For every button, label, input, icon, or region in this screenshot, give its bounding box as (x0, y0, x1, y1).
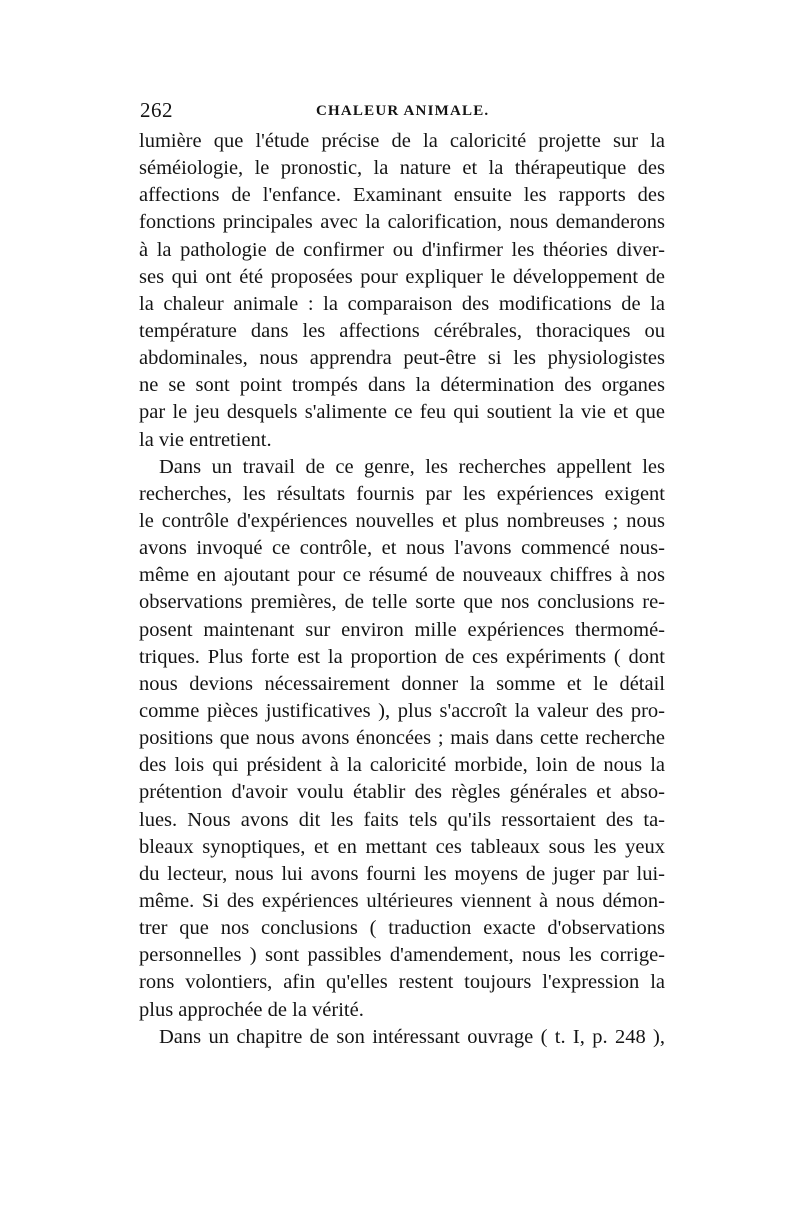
text-line: recherches, les résultats fournis par les expériences exigent (139, 482, 665, 505)
text-line: température dans les affections cérébrales, thoraciques ou (139, 319, 665, 342)
text-line: avons invoqué ce contrôle, et nous l'avons commencé nous- (139, 537, 665, 560)
body-text (139, 128, 665, 1051)
text-line: même en ajoutant pour ce résumé de nouveaux chiffres à nos (139, 564, 665, 587)
text-line: personnelles ) sont passibles d'amendement, nous les corrige- (139, 944, 665, 967)
running-head (140, 97, 664, 123)
text-line: trer que nos conclusions ( traduction exacte d'observations (139, 917, 665, 940)
text-line: observations premières, de telle sorte que nos conclusions re- (139, 591, 665, 614)
running-title: CHALEUR ANIMALE. (316, 103, 490, 119)
text-line: du lecteur, nous lui avons fourni les moyens de juger par lui- (139, 862, 665, 885)
text-line: ne se sont point trompés dans la détermination des organes (139, 374, 665, 397)
text-line: ses qui ont été proposées pour expliquer le développement de (139, 265, 665, 288)
text-line: positions que nous avons énoncées ; mais dans cette recherche (139, 727, 665, 750)
paragraph-start-line: Dans un travail de ce genre, les recherches appellent les (159, 455, 665, 478)
text-line: comme pièces justificatives ), plus s'accroît la valeur des pro- (139, 699, 665, 722)
text-line: lues. Nous avons dit les faits tels qu'ils ressortaient des ta- (139, 808, 665, 831)
text-line: la chaleur animale : la comparaison des modifications de la (139, 292, 665, 315)
text-line: abdominales, nous apprendra peut-être si les physiologistes (139, 347, 665, 370)
paragraph-start-line: Dans un chapitre de son intéressant ouvrage ( t. I, p. 248 ), (159, 1025, 665, 1048)
text-line: séméiologie, le pronostic, la nature et la thérapeutique des (139, 157, 665, 180)
paragraph-end-line: plus approchée de la vérité. (139, 998, 364, 1021)
text-line: même. Si des expériences ultérieures viennent à nous démon- (139, 889, 665, 912)
text-line: affections de l'enfance. Examinant ensuite les rapports des (139, 184, 665, 207)
text-line: posent maintenant sur environ mille expériences thermomé- (139, 618, 665, 641)
page-number: 262 (140, 98, 173, 122)
text-line: fonctions principales avec la calorification, nous demanderons (139, 211, 665, 234)
text-line: prétention d'avoir voulu établir des règles générales et abso- (139, 781, 665, 804)
paragraph-end-line: la vie entretient. (139, 428, 272, 451)
text-line: le contrôle d'expériences nouvelles et plus nombreuses ; nous (139, 509, 665, 532)
text-line: rons volontiers, afin qu'elles restent toujours l'expression la (139, 971, 665, 994)
text-line: à la pathologie de confirmer ou d'infirmer les théories diver- (139, 238, 665, 261)
text-line: lumière que l'étude précise de la caloricité projette sur la (139, 130, 665, 152)
text-line: triques. Plus forte est la proportion de ces expériments ( dont (139, 645, 665, 668)
text-line: par le jeu desquels s'alimente ce feu qui soutient la vie et que (139, 401, 665, 424)
text-line: bleaux synoptiques, et en mettant ces tableaux sous les yeux (139, 835, 665, 858)
text-line: nous devions nécessairement donner la somme et le détail (139, 672, 665, 695)
text-line: des lois qui président à la caloricité morbide, loin de nous la (139, 754, 665, 777)
